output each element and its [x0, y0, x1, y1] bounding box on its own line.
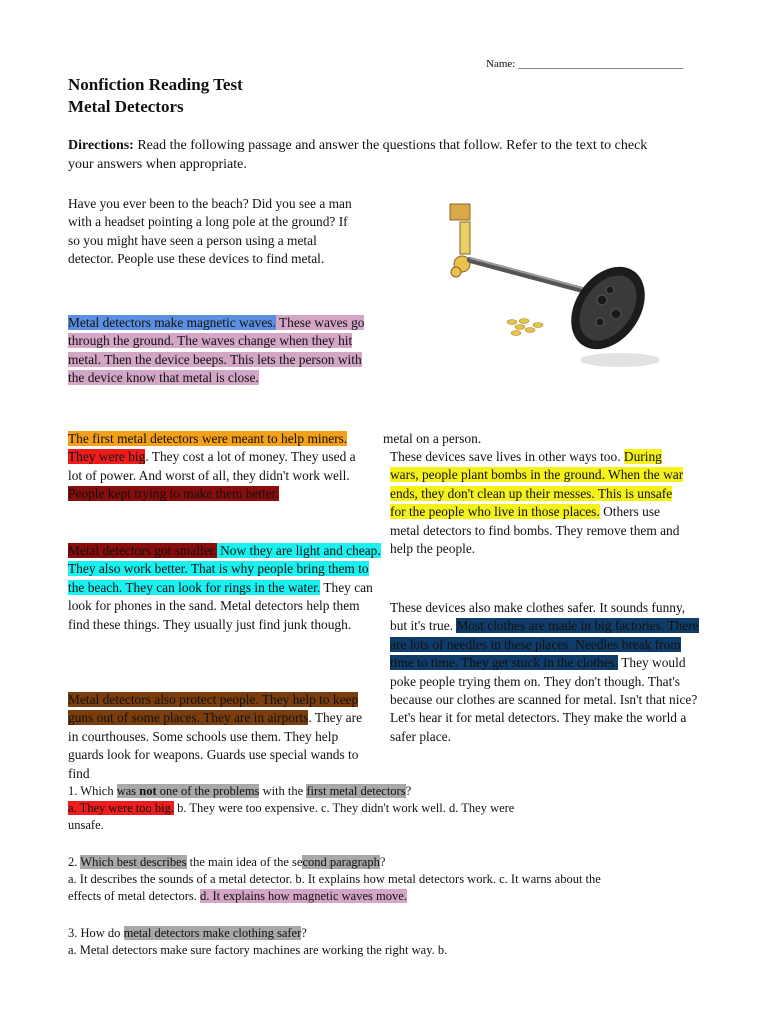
right-column-continuation: metal on a person. [383, 431, 482, 446]
highlight-kept-trying: People kept trying to make them better. [68, 486, 279, 502]
question-1-number: 1. Which [68, 784, 117, 798]
paragraph-1: Have you ever been to the beach? Did you see a man with a headset pointing a long pole at the ground? If so you might have seen a person using a metal detector. People use these devices to find metal. [68, 196, 352, 267]
paragraph-7-lead: These devices also make clothes safer. It sounds funny, but it's true. [390, 600, 686, 634]
question-3-choices: a. Metal detectors make sure factory machines are working the right way. b. [68, 943, 448, 958]
paragraph-3-text: . They cost a lot of money. They used a lot of power. And worst of all, they didn't work well. [68, 449, 356, 483]
highlight-waves-detail: These waves go through the ground. The waves change when they hit metal. Then the device beeps. This lets the person with the device know that metal is close. [68, 315, 365, 386]
highlight-q3-clothing-safer: metal detectors make clothing safer [123, 926, 302, 940]
highlight-q2-best-describes: Which best describes [80, 855, 187, 869]
question-2-number: 2. [68, 855, 81, 869]
paragraph-5-text: . They are in courthouses. Some schools use them. They help guards look for weapons. Guards use special wands to find [68, 710, 363, 781]
question-2-mark: ? [379, 855, 386, 869]
highlight-q2-second-paragraph: cond paragraph [302, 855, 380, 869]
question-3-mark: ? [301, 926, 307, 940]
question-1-mark: ? [405, 784, 412, 798]
highlight-q1-first-detectors: first metal detectors [306, 784, 406, 798]
directions-text: Read the following passage and answer the questions that follow. Refer to the text to check your answers when appropriate. [68, 138, 648, 172]
highlight-got-smaller: Metal detectors got smaller. [68, 543, 217, 558]
paragraph-7 [390, 599, 702, 746]
paragraph-6 [390, 448, 690, 558]
question-2-text: the main idea of the se [186, 855, 303, 869]
paragraph-2 [68, 314, 368, 388]
question-3-number: 3. How do [68, 926, 124, 940]
directions-label: Directions: [68, 138, 134, 153]
highlight-protect-people: Metal detectors also protect people. They help to keep guns out of some places. They are in airports [68, 692, 359, 726]
highlight-bombs: During wars, people plant bombs in the ground. When the war ends, they don't clean up their messes. This is unsafe for the people who live in those places. [390, 449, 684, 520]
metal-detector-illustration-icon [440, 200, 665, 375]
highlight-factories: Most clothes are made in big factories. There are lots of needles in these places. Needles break from time to time. They get stuck in the clothes. [390, 618, 699, 671]
question-2-answer-d: d. It explains how magnetic waves move. [200, 889, 407, 904]
highlight-first-detectors: The first metal detectors were meant to help miners. [68, 431, 348, 446]
paragraph-6-text: Others use metal detectors to find bombs. They remove them and help the people. [390, 504, 680, 557]
page-title [68, 74, 243, 118]
highlight-light-and-cheap: Now they are light and cheap. They also work better. That is why people bring them to the beach. They can look for rings in the water. [68, 543, 381, 595]
question-1-answer-a: a. They were too big. [68, 801, 174, 816]
question-1-choices: b. They were too expensive. c. They didn't work well. d. They were unsafe. [68, 801, 515, 833]
title-line-2: Metal Detectors [68, 97, 184, 116]
metal-detector-image [440, 200, 665, 375]
question-2-choices: a. It describes the sounds of a metal detector. b. It explains how metal detectors work. c. It warns about the effects of metal detectors. [68, 872, 601, 904]
highlight-they-were-big: They were big [68, 449, 146, 465]
title-line-1: Nonfiction Reading Test [68, 75, 243, 94]
name-field-label: Name: ______________________________ [486, 58, 684, 70]
paragraph-5 [68, 691, 366, 783]
paragraph-3 [68, 430, 363, 504]
question-1-text: with the [259, 784, 307, 798]
question-3 [68, 925, 668, 959]
directions [68, 136, 668, 174]
question-1 [68, 783, 548, 835]
paragraph-4 [68, 542, 382, 634]
paragraph-6-lead: These devices save lives in other ways too. [390, 449, 624, 464]
highlight-q1-not-problem: was not one of the problems [116, 784, 260, 798]
paragraph-4-text: They can look for phones in the sand. Metal detectors help them find these things. They usually just find junk though. [68, 579, 373, 632]
question-2 [68, 854, 628, 906]
paragraph-7-text: They would poke people trying them on. They don't though. That's because our clothes are scanned for metal. Isn't that nice? Let's hear it for metal detectors. They make the world a safer place. [390, 655, 698, 744]
highlight-magnetic-waves: Metal detectors make magnetic waves. [68, 315, 276, 330]
